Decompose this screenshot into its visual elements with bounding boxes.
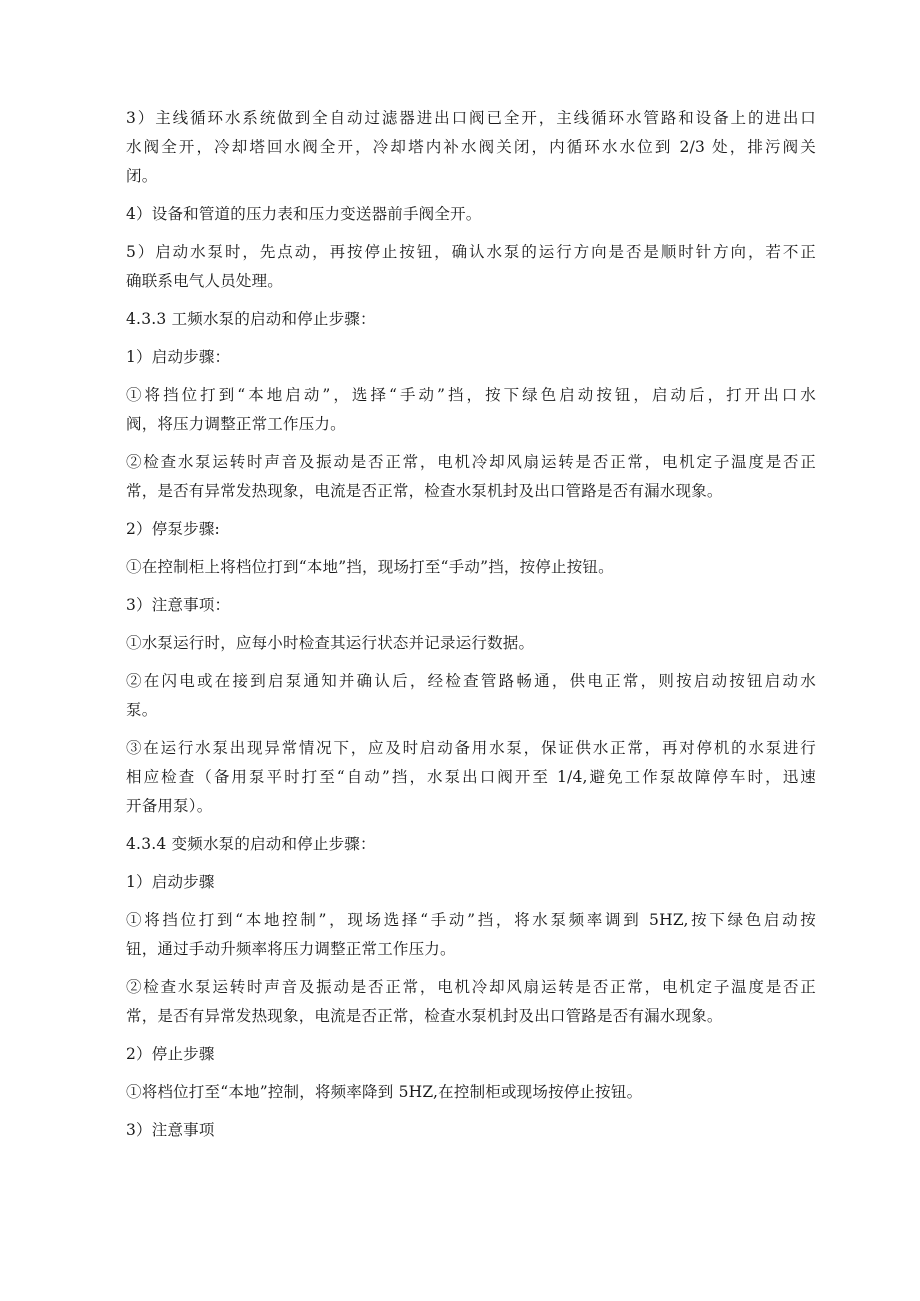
text-line: ①将挡位打到“本地控制”，现场选择“手动”挡，将水泵频率调到 5HZ,按下绿色启动按 (126, 911, 816, 929)
subheading: 2）停泵步骤: (126, 520, 220, 538)
text-line: 5）启动水泵时，先点动，再按停止按钮，确认水泵的运行方向是否是顺时针方向，若不正 (126, 243, 816, 261)
text-line: 4）设备和管道的压力表和压力变送器前手阀全开。 (126, 205, 482, 223)
text-line: ②在闪电或在接到启泵通知并确认后，经检查管路畅通，供电正常，则按启动按钮启动水 (126, 672, 816, 690)
text-line: 3）主线循环水系统做到全自动过滤器进出口阀已全开，主线循环水管路和设备上的进出口 (126, 109, 816, 127)
paragraph-precaution-2 (126, 667, 816, 725)
paragraph-start-step-1 (126, 381, 816, 439)
paragraph-precaution-3 (126, 734, 816, 821)
text-line: ①将挡位打到“本地启动”，选择“手动”挡，按下绿色启动按钮，启动后，打开出口水 (126, 386, 816, 404)
paragraph-main-loop-valves (126, 104, 816, 191)
subheading-vfd-start-steps (126, 868, 816, 897)
subheading-stop-steps (126, 515, 816, 544)
paragraph-vfd-start-step-1 (126, 906, 816, 964)
section-heading-434 (126, 830, 816, 859)
paragraph-vfd-start-step-2 (126, 973, 816, 1031)
subheading-start-steps (126, 343, 816, 372)
paragraph-vfd-stop-step-1 (126, 1078, 816, 1107)
paragraph-pump-direction-check (126, 238, 816, 296)
section-heading: 4.3.4 变频水泵的启动和停止步骤： (126, 835, 376, 853)
subheading-precautions (126, 591, 816, 620)
paragraph-precaution-1 (126, 629, 816, 658)
paragraph-pressure-gauges (126, 200, 816, 229)
subheading: 2）停止步骤 (126, 1045, 215, 1063)
text-line: 开备用泵）。 (126, 797, 213, 815)
section-heading-433 (126, 305, 816, 334)
subheading-vfd-stop-steps (126, 1040, 816, 1069)
subheading-vfd-precautions (126, 1116, 816, 1145)
text-line: ①将档位打至“本地”控制，将频率降到 5HZ,在控制柜或现场按停止按钮。 (126, 1083, 643, 1101)
subheading: 3）注意事项： (126, 596, 231, 614)
text-line: ②检查水泵运转时声音及振动是否正常，电机冷却风扇运转是否正常，电机定子温度是否正 (126, 453, 816, 471)
text-line: 相应检查（备用泵平时打至“自动”挡，水泵出口阀开至 1/4,避免工作泵故障停车时，迅速 (126, 768, 816, 786)
section-heading: 4.3.3 工频水泵的启动和停止步骤： (126, 310, 376, 328)
document-body (126, 104, 816, 1154)
subheading: 1）启动步骤： (126, 348, 231, 366)
text-line: 钮，通过手动升频率将压力调整正常工作压力。 (126, 940, 456, 958)
text-line: 水阀全开，冷却塔回水阀全开，冷却塔内补水阀关闭，内循环水水位到 2/3 处，排污阀关 (126, 138, 816, 156)
paragraph-start-step-2 (126, 448, 816, 506)
paragraph-stop-step-1 (126, 553, 816, 582)
subheading: 1）启动步骤 (126, 873, 215, 891)
text-line: 常，是否有异常发热现象，电流是否正常，检查水泵机封及出口管路是否有漏水现象。 (126, 482, 723, 500)
text-line: ②检查水泵运转时声音及振动是否正常，电机冷却风扇运转是否正常，电机定子温度是否正 (126, 978, 816, 996)
text-line: ③在运行水泵出现异常情况下，应及时启动备用水泵，保证供水正常，再对停机的水泵进行 (126, 739, 816, 757)
text-line: ①在控制柜上将档位打到“本地”挡，现场打至“手动”挡，按停止按钮。 (126, 558, 614, 576)
text-line: 确联系电气人员处理。 (126, 272, 284, 290)
text-line: ①水泵运行时，应每小时检查其运行状态并记录运行数据。 (126, 634, 535, 652)
text-line: 闭。 (126, 167, 158, 185)
text-line: 阀，将压力调整正常工作压力。 (126, 415, 346, 433)
text-line: 泵。 (126, 701, 158, 719)
subheading: 3）注意事项 (126, 1121, 215, 1139)
text-line: 常，是否有异常发热现象，电流是否正常，检查水泵机封及出口管路是否有漏水现象。 (126, 1007, 723, 1025)
